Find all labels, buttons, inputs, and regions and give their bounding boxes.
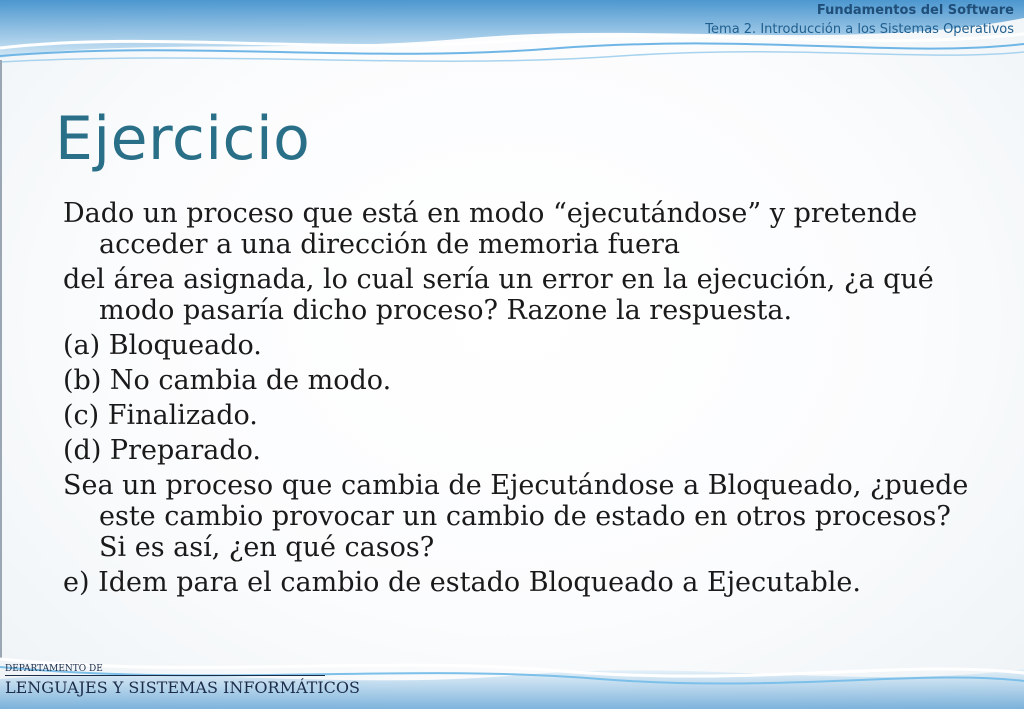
slide-title: Ejercicio [55, 104, 311, 174]
paragraph-question-2: Sea un proceso que cambia de Ejecutándose a Bloqueado, ¿puede este cambio provocar un cambio de estado en otros procesos? Si es así, ¿en qué casos? [63, 470, 969, 563]
option-d: (d) Preparado. [63, 435, 262, 466]
bottom-wave-decoration [0, 629, 1024, 709]
option-a: (a) Bloqueado. [63, 330, 262, 361]
paragraph-1: Dado un proceso que está en modo “ejecutándose” y pretende acceder a una dirección de memoria fuera [63, 198, 918, 260]
paragraph-question-e: e) Idem para el cambio de estado Bloqueado a Ejecutable. [63, 567, 861, 598]
department-underline [5, 675, 325, 676]
department-label-small: DEPARTAMENTO DE [5, 664, 103, 674]
paragraph-2: del área asignada, lo cual sería un error en la ejecución, ¿a qué modo pasaría dicho proceso? Razone la respuesta. [63, 264, 934, 326]
option-c: (c) Finalizado. [63, 400, 258, 431]
option-b: (b) No cambia de modo. [63, 365, 392, 396]
slide-body [63, 198, 983, 602]
department-label: LENGUAJES Y SISTEMAS INFORMÁTICOS [5, 678, 360, 697]
left-border-line [0, 60, 2, 660]
header-course-title: Fundamentos del Software [816, 3, 1014, 18]
header-topic-subtitle: Tema 2. Introducción a los Sistemas Operativos [705, 22, 1014, 37]
